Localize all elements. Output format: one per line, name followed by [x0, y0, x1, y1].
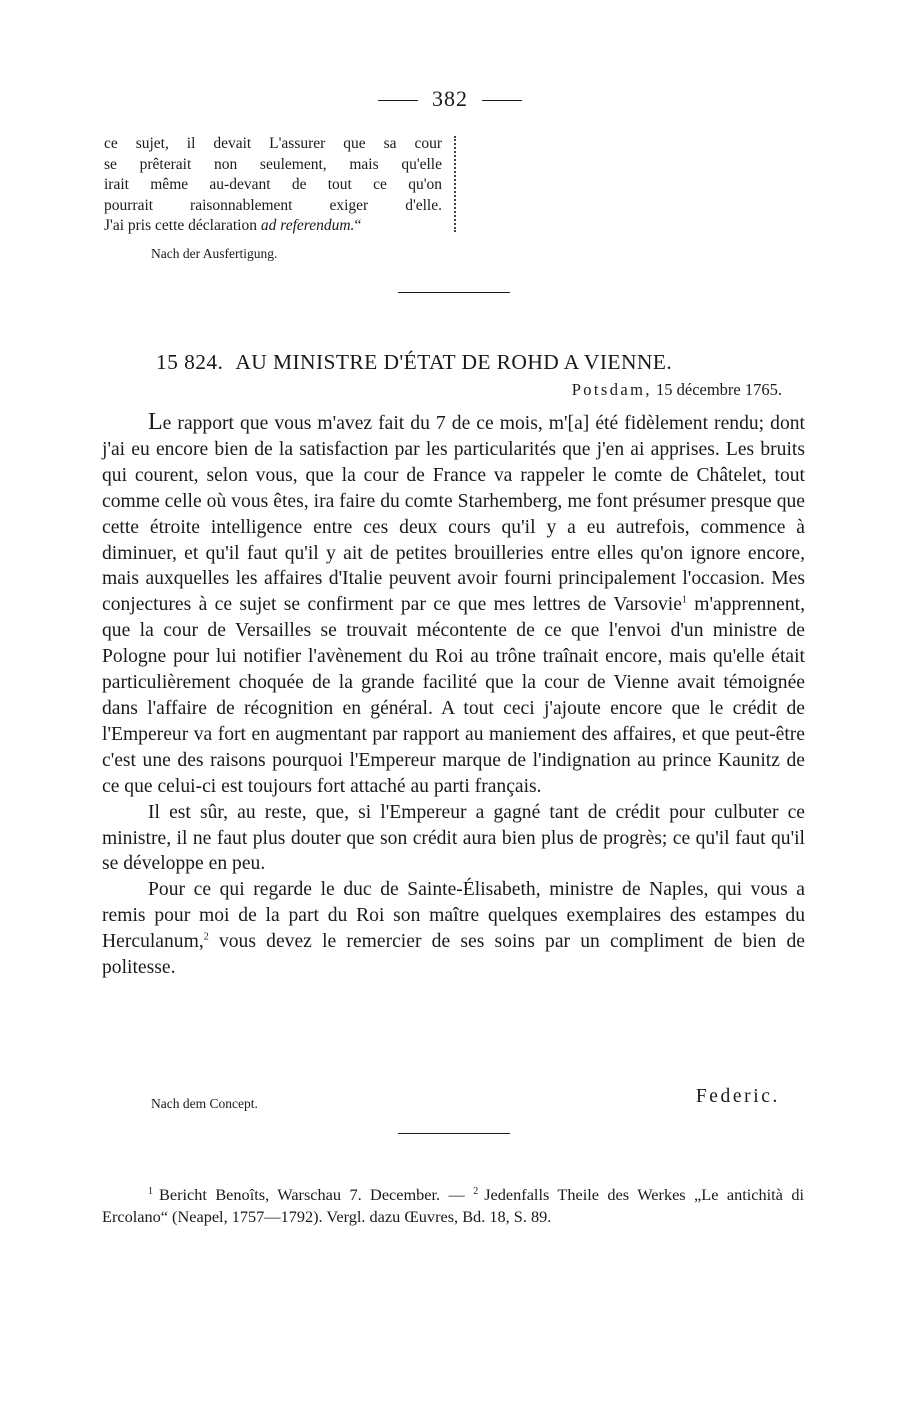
dateline-date: 15 décembre 1765.	[656, 380, 782, 399]
letter-title: AU MINISTRE D'ÉTAT DE ROHD A VIENNE.	[235, 350, 673, 374]
footnote-ref-1[interactable]: 1	[681, 594, 687, 606]
continued-line-5	[104, 216, 442, 237]
continued-quotation	[104, 134, 442, 237]
letter-body	[102, 410, 805, 981]
page-number	[0, 86, 900, 112]
signature: Federic.	[695, 1086, 780, 1107]
continued-line-1: ce sujet, il devait L'assurer que sa cour	[104, 135, 442, 152]
continued-line-5-text: J'ai pris cette déclaration	[104, 217, 261, 235]
paragraph-3-part-1: Pour ce qui regarde le duc de Sainte-Élisabeth, ministre de Naples, qui vous a remis pour moi de la part du Roi son maître quelques exemplaires des estampes du Herculanum,	[102, 879, 805, 953]
dateline-place: Potsdam,	[571, 380, 652, 399]
initial-letter: L	[148, 409, 163, 435]
ad-referendum: ad referendum.	[260, 217, 355, 235]
footnote-1-number: 1	[148, 1185, 153, 1197]
closing-quote: “	[354, 217, 362, 235]
page-number-text: 382	[432, 86, 468, 111]
paragraph-3-part-2: vous devez le remercier de ses soins par un compliment de bien de politesse.	[102, 931, 805, 979]
source-note-ausfertigung: Nach der Ausfertigung.	[151, 246, 278, 261]
footnote-divider	[398, 1133, 510, 1134]
paragraph-2: Il est sûr, au reste, que, si l'Empereur a gagné tant de crédit pour culbuter ce ministre, il ne faut plus douter que son crédit aura bien plus de progrès; ce qu'il faut qu'il se développe en peu.	[102, 801, 805, 875]
letter-heading	[156, 350, 672, 375]
source-note-concept: Nach dem Concept.	[151, 1096, 258, 1111]
paragraph-1-part-1: e rapport que vous m'avez fait du 7 de ce mois, m'[a] été fidèlement rendu; dont j'ai eu encore bien de la satisfaction par les particularités que j'en ai apprises. Les bruits qui courent, selon vous, que la cour de France va rappeler le comte de Châtelet, tout comme celle où vous êtes, ira faire du comte Starhemberg, me font présumer presque que cette étroite intelligence entre ces deux cours qu'il y a eu autrefois, commence à diminuer, et qu'il faut qu'il y ait de petites brouilleries entre elles qu'on ignore encore, mais auxquelles les affaires d'Italie peuvent avoir fourni principalement l'occasion. Mes conjectures à ce sujet se confirment par ce que mes lettres de Varsovie	[102, 413, 805, 616]
continued-line-2: se prêterait non seulement, mais qu'elle	[104, 155, 442, 173]
paragraph-1	[102, 410, 805, 800]
footnote-2-number: 2	[473, 1185, 479, 1197]
footnote-1: Bericht Benoîts, Warschau 7. December. —	[159, 1185, 474, 1204]
page-number-dash-right	[482, 100, 522, 101]
section-divider-top	[398, 292, 510, 293]
footnote-text	[102, 1184, 804, 1228]
paragraph-1-part-2: m'apprennent, que la cour de Versailles se trouvait mécontente de ce que l'envoi d'un ministre de Pologne pour lui notifier l'avènement du Roi au trône traînait encore, mais qu'elle était particulièrement choquée de la grande facilité que la cour de Vienne avait témoignée dans l'affaire de récognition en général. A tout ceci j'ajoute encore que le crédit de l'Empereur va fort en augmentant par rapport au maniement des affaires, et que peut-être c'est une des raisons pourquoi l'Empereur marque de l'indignation au prince Kaunitz de ce que celui-ci est toujours fort attaché au parti français.	[102, 594, 805, 797]
margin-dotted-rule	[454, 136, 456, 232]
letter-number: 15 824.	[156, 350, 224, 374]
paragraph-3	[102, 877, 805, 981]
page-number-dash-left	[378, 100, 418, 101]
footnote-2: Jedenfalls Theile des Werkes „Le antichità di Ercolano“ (Neapel, 1757—1792). Vergl. dazu Œuvres, Bd. 18, S. 89.	[102, 1185, 804, 1226]
dateline	[572, 380, 782, 400]
continued-line-4: pourrait raisonnablement exiger d'elle.	[104, 196, 442, 214]
footnotes	[102, 1184, 804, 1228]
continued-line-3: irait même au-devant de tout ce qu'on	[104, 176, 442, 194]
footnote-ref-2[interactable]: 2	[203, 931, 209, 943]
